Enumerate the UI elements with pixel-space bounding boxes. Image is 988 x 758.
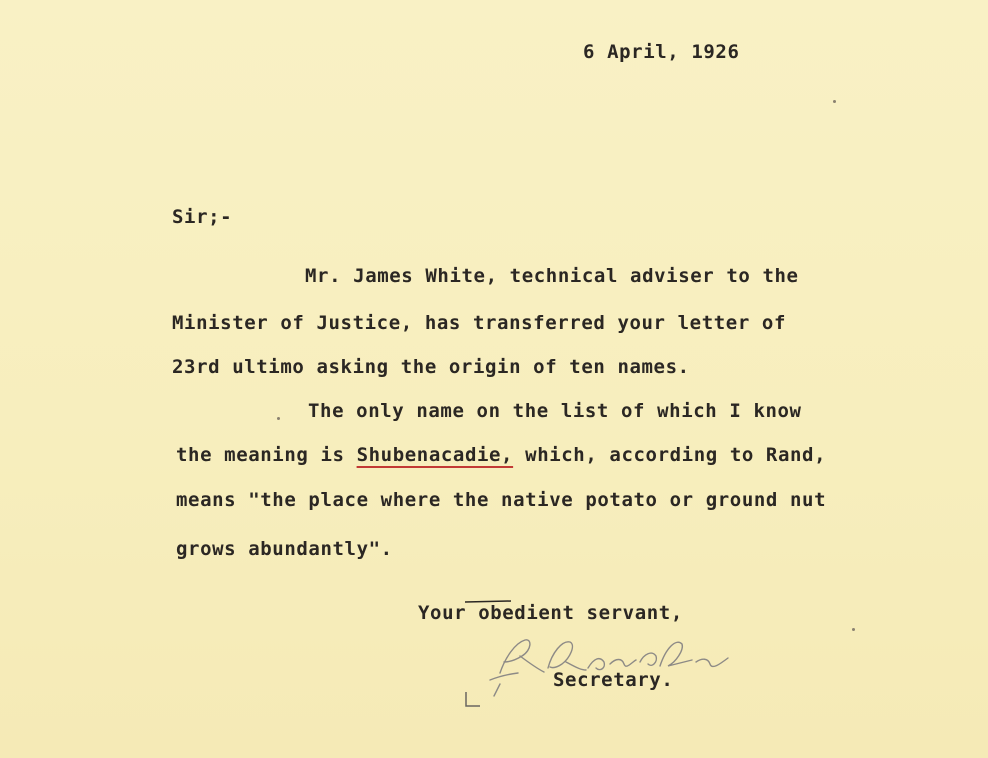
letter-date: 6 April, 1926 xyxy=(583,41,740,63)
closing: Your obedient servant, xyxy=(418,602,683,624)
paper-speck xyxy=(852,628,855,631)
body-line-5 xyxy=(176,443,826,467)
body-line-5-prefix: the meaning is xyxy=(176,444,345,466)
signatory-title: Secretary. xyxy=(553,669,674,691)
body-line-6: means "the place where the native potato or ground nut xyxy=(176,489,827,511)
body-line-7: grows abundantly". xyxy=(176,538,393,560)
body-line-4: The only name on the list of which I know xyxy=(308,400,802,422)
place-name-shubenacadie: Shubenacadie, xyxy=(356,444,514,466)
paper-speck xyxy=(833,100,836,103)
salutation: Sir;- xyxy=(172,206,233,228)
pencil-signature xyxy=(470,618,750,713)
pencil-mark xyxy=(462,688,486,712)
strike-mark xyxy=(463,600,513,604)
body-line-2: Minister of Justice, has transferred your letter of xyxy=(172,312,786,334)
body-line-3: 23rd ultimo asking the origin of ten names. xyxy=(172,356,690,378)
body-line-5-suffix: which, according to Rand, xyxy=(525,444,827,466)
body-line-1: Mr. James White, technical adviser to the xyxy=(305,265,799,287)
paper-speck xyxy=(277,417,280,420)
